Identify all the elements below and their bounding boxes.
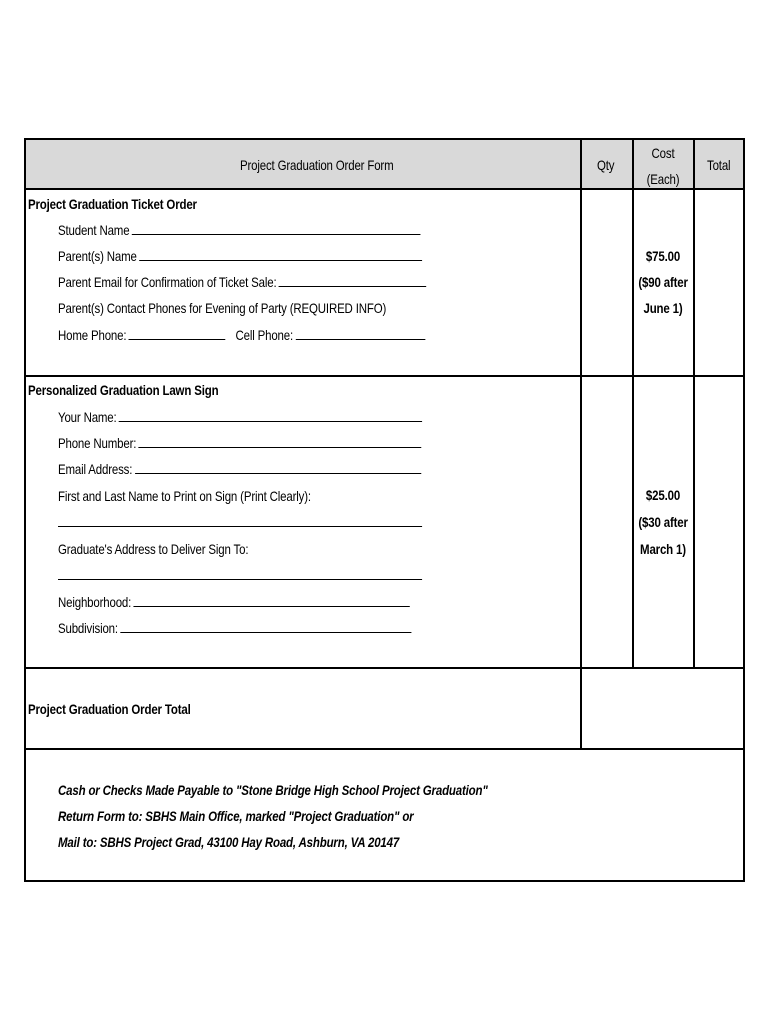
parent-email-label: Parent Email for Confirmation of Ticket Sale: — [58, 274, 277, 290]
your-name-row — [58, 404, 422, 430]
total-header: Total — [707, 157, 731, 173]
neighborhood-label: Neighborhood: — [58, 594, 132, 610]
cost-header-line1: Cost — [651, 145, 675, 161]
print-name-row — [58, 509, 422, 535]
payment-note-line2: Return Form to: SBHS Main Office, marked "Project Graduation" or — [58, 808, 414, 824]
neighborhood-row — [58, 589, 410, 615]
cost-column-divider — [632, 140, 634, 669]
payment-note-line1: Cash or Checks Made Payable to "Stone Bridge High School Project Graduation" — [58, 782, 488, 798]
subdivision-row — [58, 615, 411, 641]
email-address-label: Email Address: — [58, 461, 133, 477]
total-row-divider — [26, 748, 743, 750]
student-name-label: Student Name — [58, 222, 130, 238]
parent-email-field[interactable] — [279, 272, 427, 287]
home-phone-field[interactable] — [129, 325, 226, 340]
your-name-field[interactable] — [119, 407, 422, 422]
sign-section-heading: Personalized Graduation Lawn Sign — [28, 382, 219, 398]
total-column-divider — [693, 140, 695, 669]
subdivision-label: Subdivision: — [58, 620, 118, 636]
order-form-table — [24, 138, 745, 882]
email-address-field[interactable] — [135, 459, 421, 474]
sign-price-late: ($30 after — [638, 514, 688, 530]
subdivision-field[interactable] — [120, 618, 411, 633]
home-phone-label: Home Phone: — [58, 327, 127, 343]
sign-price-late-date: March 1) — [640, 541, 686, 557]
parent-name-label: Parent(s) Name — [58, 248, 137, 264]
cell-phone-field[interactable] — [295, 325, 425, 340]
email-address-row — [58, 456, 421, 482]
form-title: Project Graduation Order Form — [240, 157, 394, 173]
sign-price: $25.00 — [645, 487, 681, 503]
cell-phone-label: Cell Phone: — [235, 327, 294, 343]
phone-number-label: Phone Number: — [58, 435, 137, 451]
ticket-price-late-date: June 1) — [643, 300, 683, 316]
phone-number-row — [58, 430, 422, 456]
print-name-field[interactable] — [58, 512, 422, 527]
phone-row — [58, 322, 425, 348]
contact-phones-label: Parent(s) Contact Phones for Evening of Party (REQUIRED INFO) — [58, 300, 387, 316]
order-total-field[interactable] — [582, 669, 743, 748]
your-name-label: Your Name: — [58, 409, 117, 425]
ticket-price-late: ($90 after — [638, 274, 688, 290]
print-name-label: First and Last Name to Print on Sign (Print Clearly): — [58, 488, 311, 504]
cost-header-line2: (Each) — [646, 171, 680, 187]
payment-note-line3: Mail to: SBHS Project Grad, 43100 Hay Road, Ashburn, VA 20147 — [58, 834, 400, 850]
grad-address-field[interactable] — [58, 565, 422, 580]
parent-name-field[interactable] — [139, 246, 422, 261]
grad-address-label: Graduate's Address to Deliver Sign To: — [58, 541, 249, 557]
neighborhood-field[interactable] — [134, 592, 410, 607]
header-divider — [26, 188, 743, 190]
order-total-label: Project Graduation Order Total — [28, 701, 191, 717]
student-name-field[interactable] — [132, 220, 421, 235]
parent-name-row — [58, 243, 422, 269]
parent-email-row — [58, 269, 427, 295]
qty-header: Qty — [597, 157, 615, 173]
phone-number-field[interactable] — [139, 433, 422, 448]
student-name-row — [58, 217, 421, 243]
qty-column-divider — [580, 140, 582, 748]
grad-address-row — [58, 562, 422, 588]
ticket-price: $75.00 — [645, 248, 681, 264]
ticket-section-heading: Project Graduation Ticket Order — [28, 196, 197, 212]
